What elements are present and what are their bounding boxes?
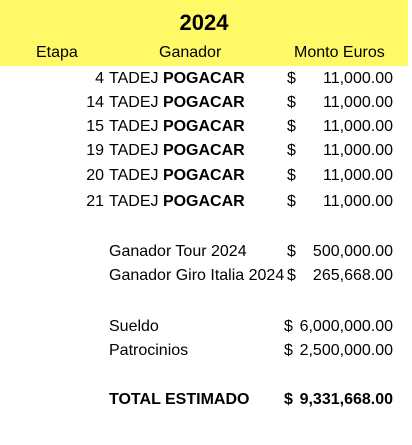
year-title: 2024	[179, 10, 229, 35]
prize-row	[0, 241, 408, 263]
amount-value: 11,000.00	[323, 142, 393, 159]
winner-first-name: TADEJ	[109, 94, 159, 111]
amount-value: 11,000.00	[323, 94, 393, 111]
stage-number: 15	[86, 118, 104, 135]
amount-value: 11,000.00	[323, 118, 393, 135]
income-label: Patrocinios	[109, 342, 189, 359]
currency-symbol: $	[287, 267, 296, 284]
winner-first-name: TADEJ	[109, 118, 159, 135]
prize-label: Ganador Giro Italia 2024	[109, 267, 285, 284]
currency-symbol: $	[287, 70, 296, 87]
currency-symbol: $	[287, 243, 296, 260]
currency-symbol: $	[284, 391, 293, 408]
currency-symbol: $	[287, 193, 296, 210]
winner-first-name: TADEJ	[109, 167, 159, 184]
stage-row	[0, 116, 408, 138]
header-band	[0, 0, 408, 66]
winner-last-name: POGACAR	[162, 70, 245, 87]
total-row	[0, 389, 408, 411]
income-row	[0, 316, 408, 338]
winner-name	[109, 165, 245, 187]
winner-name	[109, 140, 245, 162]
winner-name	[109, 116, 245, 138]
amount-value: 265,668.00	[312, 267, 393, 284]
prize-row	[0, 265, 408, 287]
winner-name	[109, 92, 245, 114]
currency-symbol: $	[287, 118, 296, 135]
stage-row	[0, 191, 408, 213]
column-header-ganador: Ganador	[159, 44, 222, 61]
winner-name	[109, 191, 245, 213]
winner-last-name: POGACAR	[162, 118, 245, 135]
stage-number: 4	[95, 70, 104, 87]
winner-first-name: TADEJ	[109, 193, 159, 210]
stage-number: 19	[86, 142, 104, 159]
currency-symbol: $	[284, 318, 293, 335]
currency-symbol: $	[287, 167, 296, 184]
total-label: TOTAL ESTIMADO	[109, 391, 250, 408]
currency-symbol: $	[287, 142, 296, 159]
winner-first-name: TADEJ	[109, 142, 159, 159]
stage-row	[0, 68, 408, 90]
total-amount: 9,331,668.00	[299, 391, 393, 408]
amount-value: 11,000.00	[323, 193, 393, 210]
stage-number: 21	[86, 193, 104, 210]
income-label: Sueldo	[109, 318, 159, 335]
stage-row	[0, 92, 408, 114]
column-header-etapa: Etapa	[36, 44, 78, 61]
amount-value: 11,000.00	[323, 70, 393, 87]
column-header-monto: Monto Euros	[294, 44, 385, 61]
amount-value: 500,000.00	[312, 243, 393, 260]
winner-first-name: TADEJ	[109, 70, 159, 87]
amount-value: 6,000,000.00	[299, 318, 393, 335]
stage-number: 14	[86, 94, 104, 111]
winner-last-name: POGACAR	[162, 94, 245, 111]
amount-value: 2,500,000.00	[299, 342, 393, 359]
income-row	[0, 340, 408, 362]
currency-symbol: $	[284, 342, 293, 359]
winner-name	[109, 68, 245, 90]
currency-symbol: $	[287, 94, 296, 111]
stage-row	[0, 165, 408, 187]
winner-last-name: POGACAR	[162, 193, 245, 210]
stage-number: 20	[86, 167, 104, 184]
winner-last-name: POGACAR	[162, 142, 245, 159]
prize-label: Ganador Tour 2024	[109, 243, 247, 260]
stage-row	[0, 140, 408, 162]
winner-last-name: POGACAR	[162, 167, 245, 184]
amount-value: 11,000.00	[323, 167, 393, 184]
